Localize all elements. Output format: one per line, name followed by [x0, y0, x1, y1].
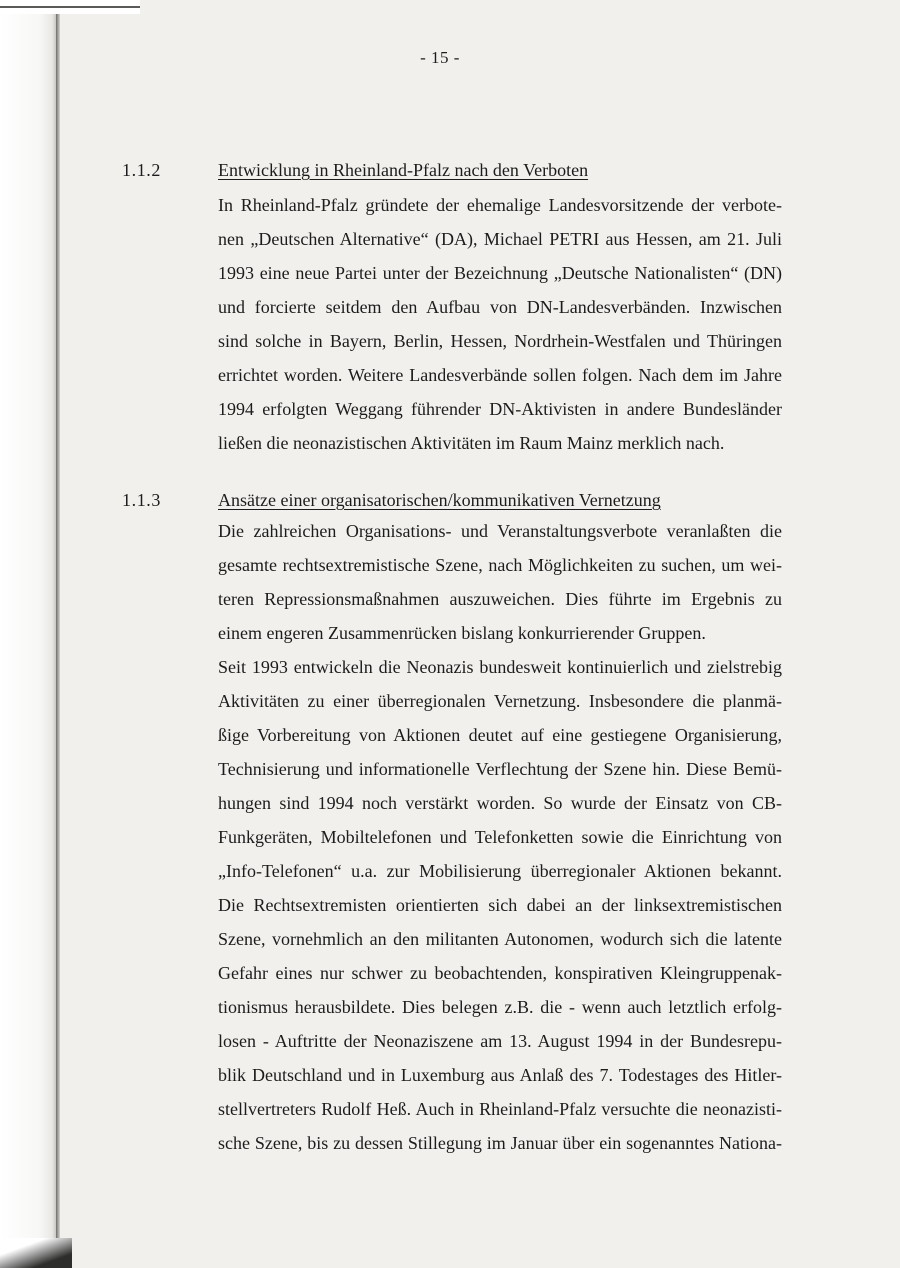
scan-edge-shadow: [56, 0, 60, 1268]
paragraph-line: tionismus herausbildete. Dies belegen z.B. die - wenn auch letztlich erfolg-: [218, 997, 782, 1017]
paragraph-line: nen „Deutschen Alternative“ (DA), Michael PETRI aus Hessen, am 21. Juli: [218, 229, 782, 249]
paragraph-line: Szene, vornehmlich an den militanten Autonomen, wodurch sich die latente: [218, 929, 782, 949]
paragraph-line: Die Rechtsextremisten orientierten sich dabei an der linksextremistischen: [218, 895, 782, 915]
paragraph-line: gesamte rechtsextremistische Szene, nach Möglichkeiten zu suchen, um wei-: [218, 555, 782, 575]
paragraph-line: und forcierte seitdem den Aufbau von DN-Landesverbänden. Inzwischen: [218, 297, 782, 317]
section-heading-1-1-3: Ansätze einer organisatorischen/kommunikativen Vernetzung: [218, 490, 661, 510]
paragraph-line: hungen sind 1994 noch verstärkt worden. So wurde der Einsatz von CB-: [218, 793, 782, 813]
paragraph-line: 1993 eine neue Partei unter der Bezeichnung „Deutsche Nationalisten“ (DN): [218, 263, 782, 283]
paragraph-line-last: ließen die neonazistischen Aktivitäten im Raum Mainz merklich nach.: [218, 433, 725, 453]
paragraph-line: teren Repressionsmaßnahmen auszuweichen. Dies führte im Ergebnis zu: [218, 589, 782, 609]
paragraph-line: Seit 1993 entwickeln die Neonazis bundesweit kontinuierlich und zielstrebig: [218, 657, 782, 677]
scan-binding-edge: [0, 0, 58, 1268]
section-number-1-1-3: 1.1.3: [122, 490, 161, 510]
paragraph-line: losen - Auftritte der Neonaziszene am 13. August 1994 in der Bundesrepu-: [218, 1031, 782, 1051]
paragraph-line: ßige Vorbereitung von Aktionen deutet auf eine gestiegene Organisierung,: [218, 725, 782, 745]
paragraph-line: Aktivitäten zu einer überregionalen Vernetzung. Insbesondere die planmä-: [218, 691, 782, 711]
paragraph-line: stellvertreters Rudolf Heß. Auch in Rheinland-Pfalz versuchte die neonazisti-: [218, 1099, 782, 1119]
paragraph-line: In Rheinland-Pfalz gründete der ehemalige Landesvorsitzende der verbote-: [218, 195, 782, 215]
paragraph-line: sind solche in Bayern, Berlin, Hessen, Nordrhein-Westfalen und Thüringen: [218, 331, 782, 351]
section-heading-1-1-2: Entwicklung in Rheinland-Pfalz nach den Verboten: [218, 160, 589, 180]
paragraph-line: 1994 erfolgten Weggang führender DN-Aktivisten in andere Bundesländer: [218, 399, 782, 419]
paragraph-line-last: einem engeren Zusammenrücken bislang konkurrierender Gruppen.: [218, 623, 706, 643]
paragraph-line: „Info-Telefonen“ u.a. zur Mobilisierung überregionaler Aktionen bekannt.: [218, 861, 782, 881]
section-number-1-1-2: 1.1.2: [122, 160, 161, 180]
paragraph-line: Funkgeräten, Mobiltelefonen und Telefonketten sowie die Einrichtung von: [218, 827, 782, 847]
page-number: - 15 -: [420, 48, 460, 67]
paragraph-line: Gefahr eines nur schwer zu beobachtenden, konspirativen Kleingruppenak-: [218, 963, 782, 983]
paragraph-line: sche Szene, bis zu dessen Stillegung im Januar über ein sogenanntes Nationa-: [218, 1133, 782, 1153]
paragraph-line: errichtet worden. Weitere Landesverbände sollen folgen. Nach dem im Jahre: [218, 365, 782, 385]
paragraph-line: Die zahlreichen Organisations- und Veranstaltungsverbote veranlaßten die: [218, 521, 782, 541]
paragraph-line: blik Deutschland und in Luxemburg aus Anlaß des 7. Todestages des Hitler-: [218, 1065, 782, 1085]
paragraph-line: Technisierung und informationelle Verflechtung der Szene hin. Diese Bemü-: [218, 759, 782, 779]
scan-top-mark: [0, 0, 140, 14]
scan-bottom-mark: [0, 1238, 72, 1268]
